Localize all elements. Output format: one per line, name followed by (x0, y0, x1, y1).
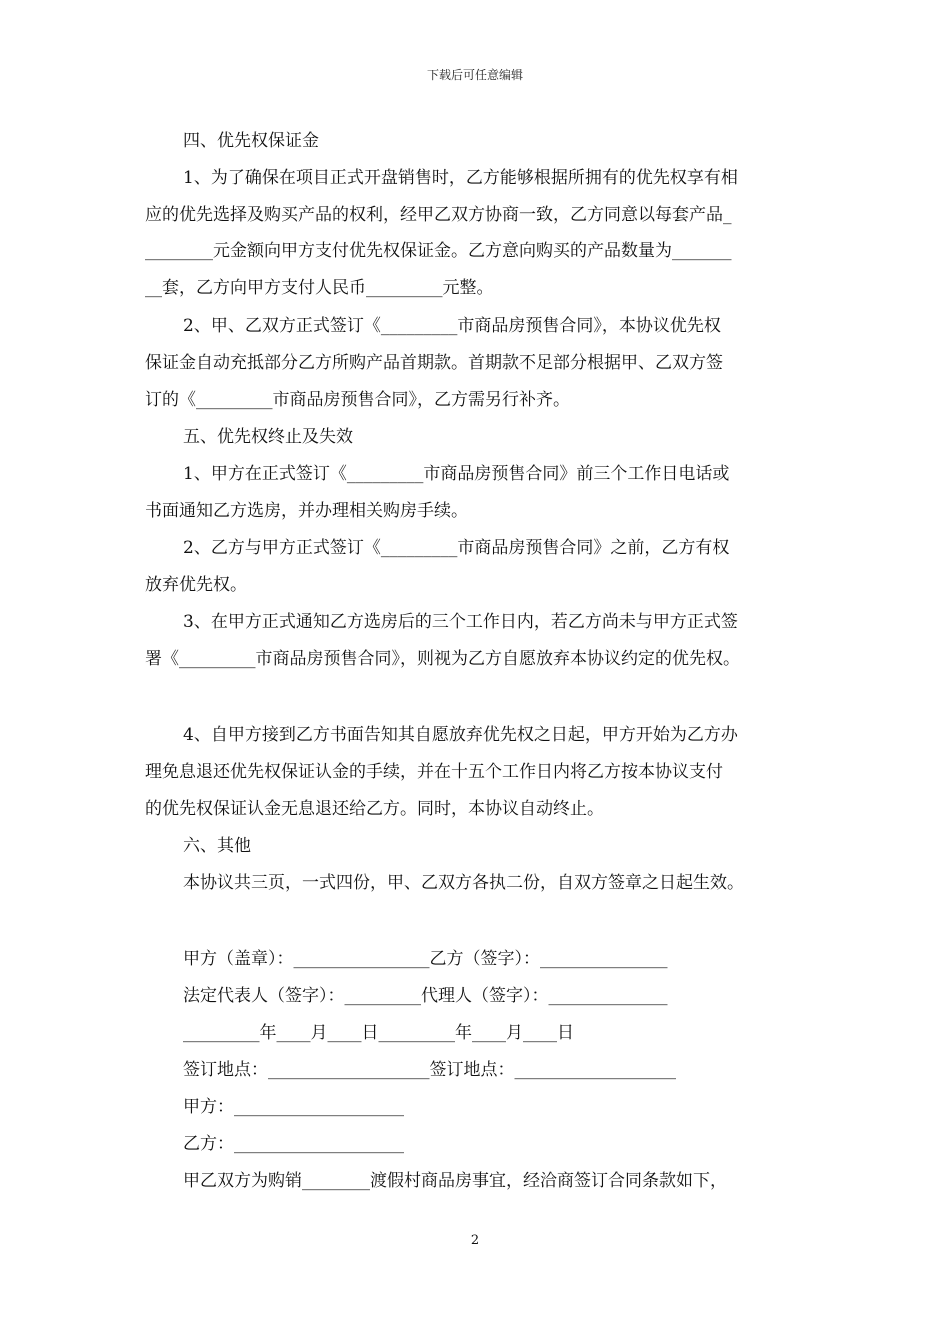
section-5-heading: 五、优先权终止及失效 (183, 427, 353, 447)
s5-p1-line-2: 书面通知乙方选房，并办理相关购房手续。 (145, 501, 468, 521)
s5-p4-line-1: 4、自甲方接到乙方书面告知其自愿放弃优先权之日起，甲方开始为乙方办 (183, 725, 738, 745)
s5-p2-line-2: 放弃优先权。 (145, 575, 247, 595)
signature-party-a-row: 甲方：____________________ (183, 1097, 404, 1117)
section-4-heading: 四、优先权保证金 (183, 131, 319, 151)
s4-p1-line-2: 应的优先选择及购买产品的权利，经甲乙双方协商一致，乙方同意以每套产品_ (145, 205, 732, 225)
s4-p1-line-1: 1、为了确保在项目正式开盘销售时，乙方能够根据所拥有的优先权享有相 (183, 168, 738, 188)
s4-p1-line-3: ________元金额向甲方支付优先权保证金。乙方意向购买的产品数量为_______ (145, 241, 732, 261)
signature-party-b-row: 乙方：____________________ (183, 1134, 404, 1154)
s4-p2-line-2: 保证金自动充抵部分乙方所购产品首期款。首期款不足部分根据甲、乙双方签 (145, 353, 723, 373)
signature-party-row: 甲方（盖章）：________________乙方（签字）：_______________ (183, 949, 668, 969)
signature-representative-row: 法定代表人（签字）：_________代理人（签字）：______________ (183, 986, 668, 1006)
s5-p4-line-3: 的优先权保证认金无息退还给乙方。同时，本协议自动终止。 (145, 799, 604, 819)
s5-p3-line-1: 3、在甲方正式通知乙方选房后的三个工作日内，若乙方尚未与甲方正式签 (183, 612, 738, 632)
page-header: 下载后可任意编辑 (426, 68, 523, 82)
s4-p1-line-4: __套，乙方向甲方支付人民币_________元整。 (145, 278, 494, 298)
s4-p2-line-3: 订的《_________市商品房预售合同》，乙方需另行补齐。 (145, 390, 570, 410)
s5-p2-line-1: 2、乙方与甲方正式签订《_________市商品房预售合同》之前，乙方有权 (183, 538, 730, 558)
page-number: 2 (470, 1233, 480, 1248)
s5-p4-line-2: 理免息退还优先权保证认金的手续，并在十五个工作日内将乙方按本协议支付 (145, 762, 723, 782)
signature-date-row: _________年____月____日_________年____月____日 (183, 1023, 574, 1043)
section-6-heading: 六、其他 (183, 836, 251, 856)
signature-location-row: 签订地点：___________________签订地点：___________________ (183, 1060, 676, 1080)
closing-paragraph: 甲乙双方为购销________渡假村商品房事宜，经洽商签订合同条款如下， (183, 1171, 727, 1191)
s4-p2-line-1: 2、甲、乙双方正式签订《_________市商品房预售合同》，本协议优先权 (183, 316, 721, 336)
s5-p3-line-2: 署《_________市商品房预售合同》，则视为乙方自愿放弃本协议约定的优先权。 (145, 649, 740, 669)
s6-p1: 本协议共三页，一式四份，甲、乙双方各执二份，自双方签章之日起生效。 (183, 873, 744, 893)
s5-p1-line-1: 1、甲方在正式签订《_________市商品房预售合同》前三个工作日电话或 (183, 464, 730, 484)
